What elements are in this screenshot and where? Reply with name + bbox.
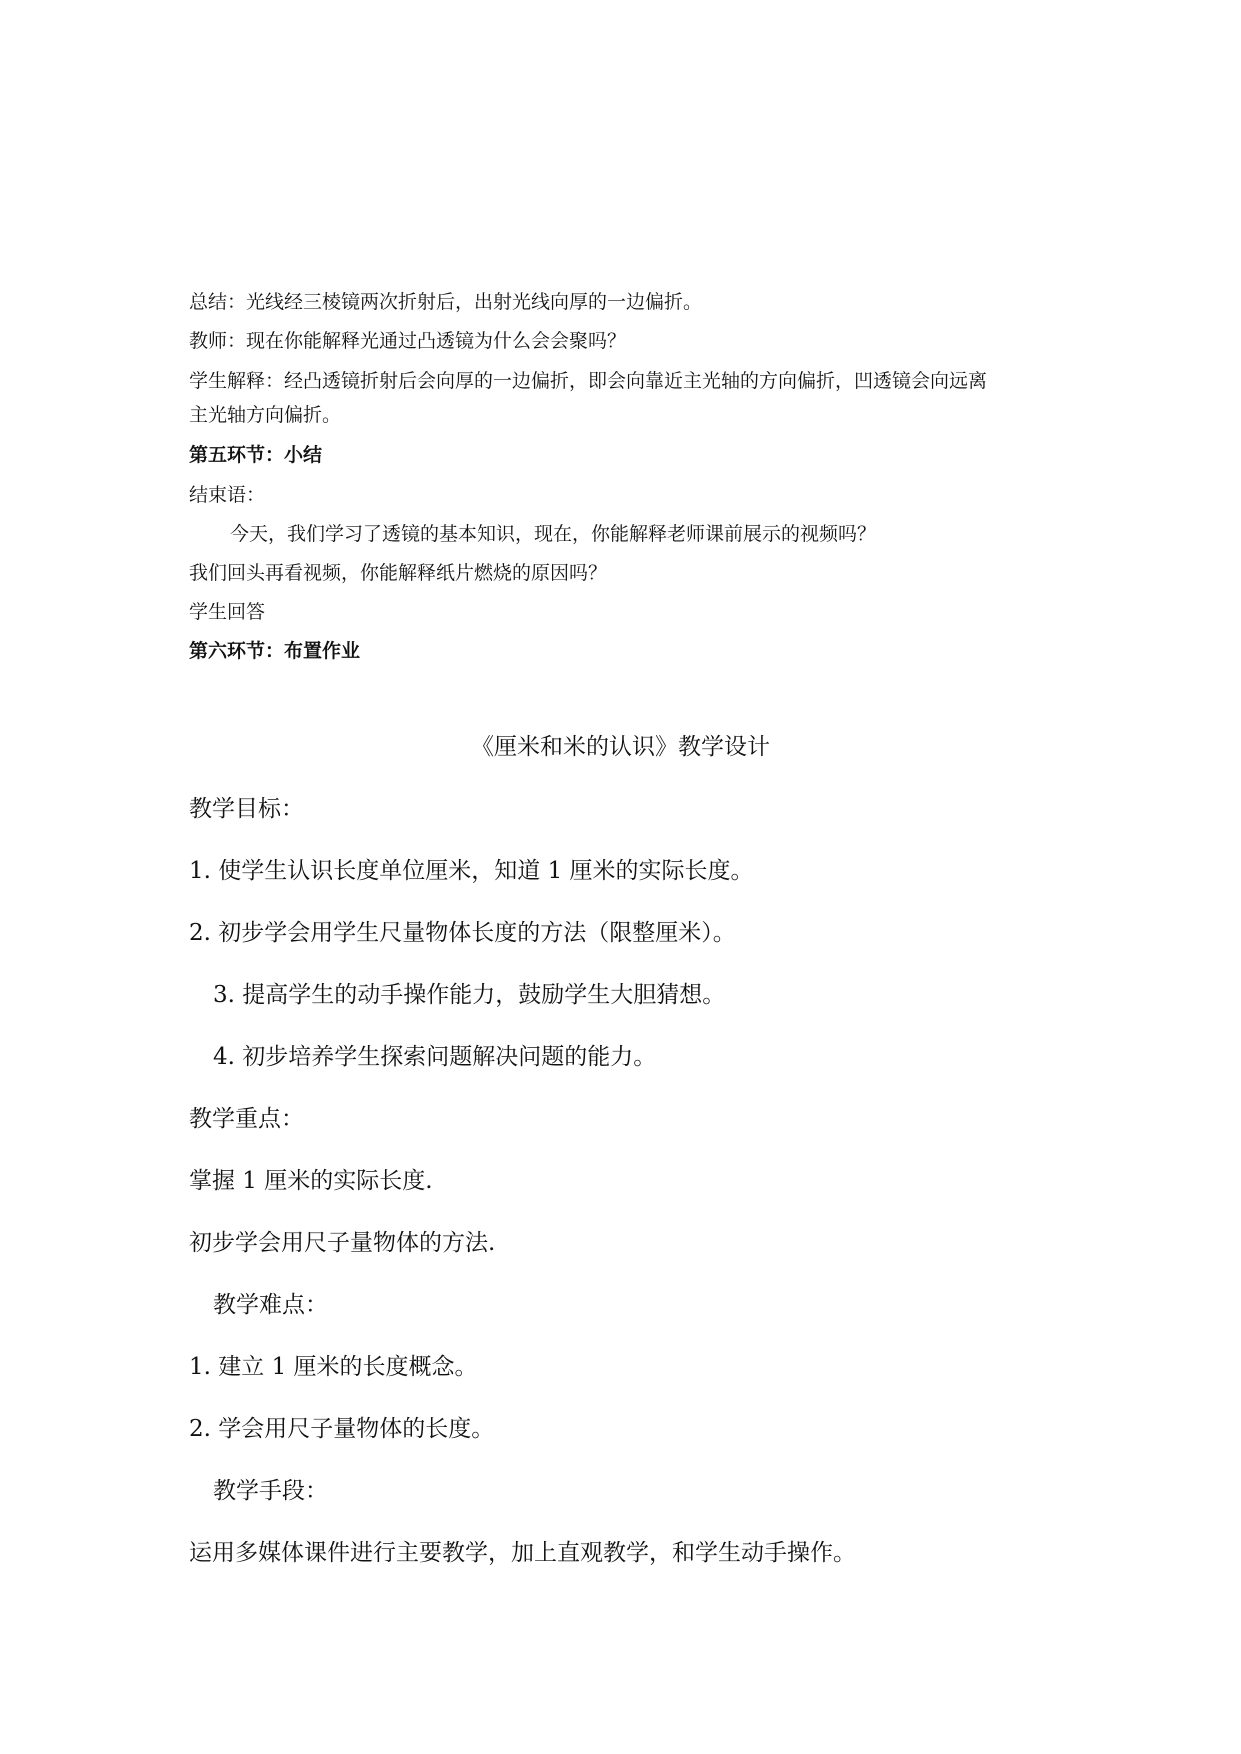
student-explanation-line1: 学生解释：经凸透镜折射后会向厚的一边偏折，即会向靠近主光轴的方向偏折，凹透镜会向远离 (189, 370, 988, 392)
means-text: 运用多媒体课件进行主要教学，加上直观教学，和学生动手操作。 (189, 1540, 856, 1566)
student-answer: 学生回答 (189, 601, 266, 623)
teacher-question: 教师：现在你能解释光通过凸透镜为什么会会聚吗？ (189, 330, 627, 352)
difficulty-1: 1. 建立 1 厘米的长度概念。 (189, 1354, 478, 1380)
goals-label: 教学目标： (189, 796, 304, 822)
goal-1: 1. 使学生认识长度单位厘米，知道 1 厘米的实际长度。 (189, 858, 754, 884)
closing-label: 结束语： (189, 484, 266, 506)
goal-3: 3. 提高学生的动手操作能力，鼓励学生大胆猜想。 (213, 982, 726, 1008)
closing-line1: 今天，我们学习了透镜的基本知识，现在，你能解释老师课前展示的视频吗？ (230, 523, 877, 545)
key-point-2: 初步学会用尺子量物体的方法. (189, 1230, 496, 1256)
summary-text: 总结：光线经三棱镜两次折射后，出射光线向厚的一边偏折。 (189, 291, 703, 313)
difficulty-2: 2. 学会用尺子量物体的长度。 (189, 1416, 495, 1442)
key-point-1: 掌握 1 厘米的实际长度. (189, 1168, 433, 1194)
key-points-label: 教学重点： (189, 1106, 304, 1132)
heading-section-5: 第五环节：小结 (189, 444, 323, 466)
student-explanation-line2: 主光轴方向偏折。 (189, 404, 342, 426)
heading-section-6: 第六环节：布置作业 (189, 640, 361, 662)
goal-2: 2. 初步学会用学生尺量物体长度的方法（限整厘米）。 (189, 920, 736, 946)
lesson-title: 《厘米和米的认识》教学设计 (471, 734, 770, 760)
goal-4: 4. 初步培养学生探索问题解决问题的能力。 (213, 1044, 657, 1070)
means-label: 教学手段： (213, 1478, 328, 1504)
closing-line2: 我们回头再看视频，你能解释纸片燃烧的原因吗？ (189, 562, 608, 584)
difficulty-label: 教学难点： (213, 1292, 328, 1318)
